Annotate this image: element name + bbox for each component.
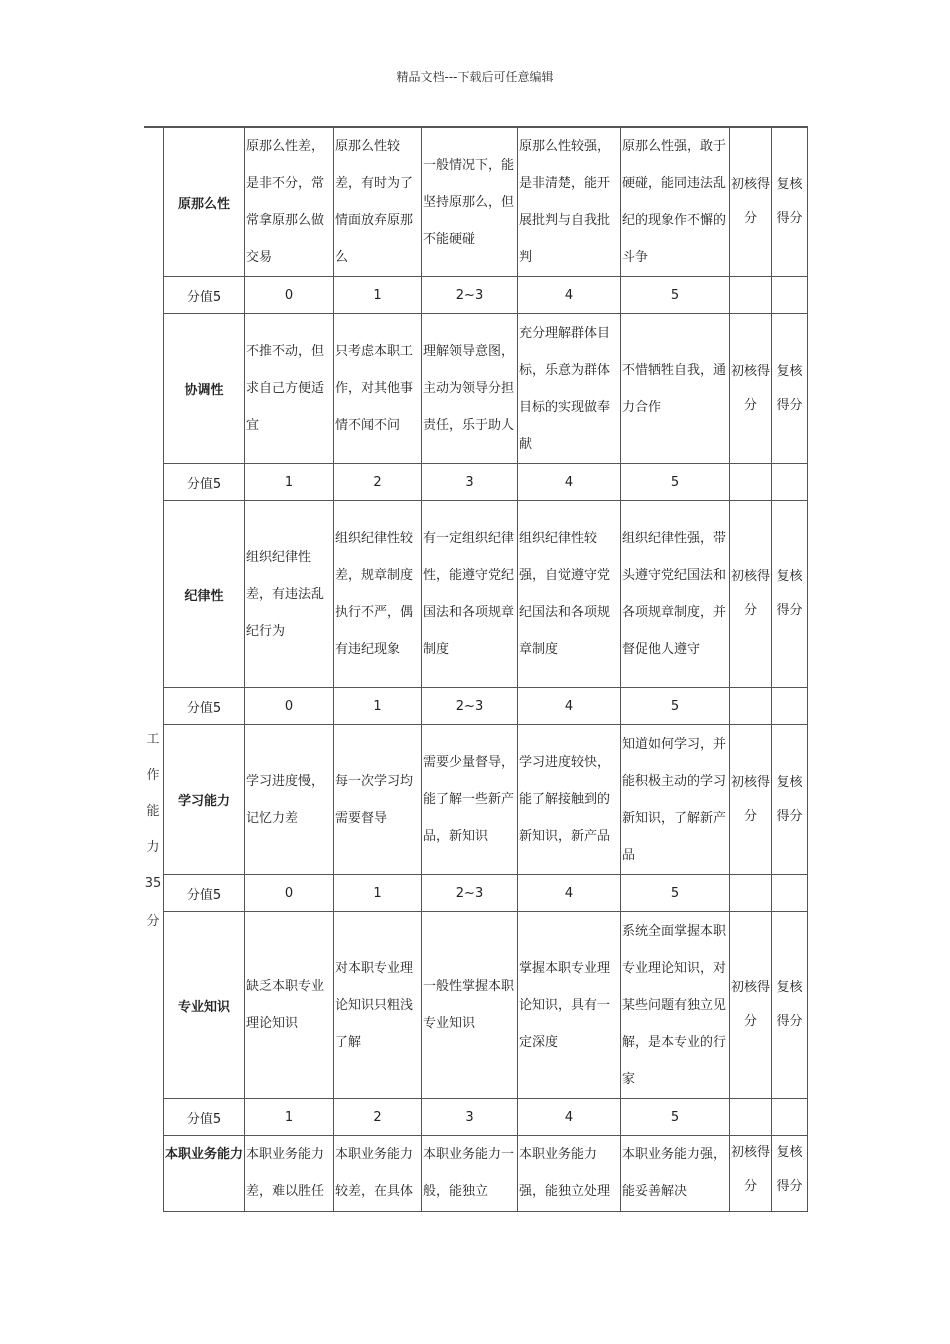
score-value: 4 [518,1099,621,1136]
re-review-input[interactable] [772,1099,808,1136]
criterion-row-learning [164,725,808,875]
criterion-label: 纪律性 [164,501,245,688]
criterion-label: 专业知识 [164,912,245,1099]
criterion-label: 原那么性 [164,128,245,277]
score-row-principle [164,277,808,314]
score-value: 1 [334,875,422,912]
score-label: 分值5 [164,464,245,501]
initial-review-input[interactable] [730,464,772,501]
score-value: 1 [245,464,334,501]
page-header: 精品文档---下载后可任意编辑 [396,70,554,84]
score-value: 1 [334,277,422,314]
level-3-description: 学习进度较快，能了解接触到的新知识，新产品 [518,725,621,875]
initial-review-score: 初核得分 [730,314,772,464]
score-value: 4 [518,277,621,314]
criterion-row-principle [164,128,808,277]
score-value: 0 [245,277,334,314]
level-0-description: 缺乏本职专业理论知识 [245,912,334,1099]
initial-review-input[interactable] [730,875,772,912]
criterion-row-job-competence [164,1136,808,1212]
score-label: 分值5 [164,875,245,912]
criterion-row-discipline [164,501,808,688]
score-value: 5 [621,1099,730,1136]
level-1-description: 组织纪律性较差，规章制度执行不严，偶有违纪现象 [334,501,422,688]
level-0-description: 本职业务能力差，难以胜任 [245,1136,334,1212]
re-review-input[interactable] [772,464,808,501]
evaluation-table [163,127,808,1212]
score-label: 分值5 [164,277,245,314]
score-value: 1 [334,688,422,725]
evaluation-sheet [144,126,808,1206]
level-0-description: 学习进度慢，记忆力差 [245,725,334,875]
score-label: 分值5 [164,688,245,725]
level-1-description: 只考虑本职工作，对其他事情不闻不问 [334,314,422,464]
level-3-description: 充分理解群体目标，乐意为群体目标的实现做奉献 [518,314,621,464]
level-0-description: 原那么性差，是非不分，常常拿原那么做交易 [245,128,334,277]
side-label-char-4: 力 [146,840,160,855]
score-value: 5 [621,688,730,725]
score-value: 4 [518,464,621,501]
side-label-char-6: 分 [146,914,160,929]
re-review-score: 复核得分 [772,912,808,1099]
initial-review-score: 初核得分 [730,725,772,875]
level-4-description: 知道如何学习，并能积极主动的学习新知识，了解新产品 [621,725,730,875]
level-4-description: 不惜牺牲自我，通力合作 [621,314,730,464]
level-0-description: 组织纪律性差，有违法乱纪行为 [245,501,334,688]
criterion-row-expertise [164,912,808,1099]
score-row-discipline [164,688,808,725]
side-label-char-1: 工 [146,732,160,747]
level-2-description: 理解领导意图，主动为领导分担责任，乐于助人 [422,314,518,464]
level-0-description: 不推不动，但求自己方便适宜 [245,314,334,464]
score-label: 分值5 [164,1099,245,1136]
score-value: 5 [621,277,730,314]
initial-review-input[interactable] [730,1099,772,1136]
re-review-input[interactable] [772,277,808,314]
initial-review-input[interactable] [730,688,772,725]
level-2-description: 需要少量督导，能了解一些新产品，新知识 [422,725,518,875]
initial-review-input[interactable] [730,277,772,314]
re-review-score: 复核得分 [772,128,808,277]
score-row-learning [164,875,808,912]
level-4-description: 本职业务能力强，能妥善解决 [621,1136,730,1212]
level-4-description: 组织纪律性强，带头遵守党纪国法和各项规章制度，并督促他人遵守 [621,501,730,688]
initial-review-score: 初核得分 [730,128,772,277]
re-review-score: 复核得分 [772,501,808,688]
criterion-label: 协调性 [164,314,245,464]
criterion-row-coordination [164,314,808,464]
score-value: 4 [518,688,621,725]
score-value: 2~3 [422,688,518,725]
score-value: 3 [422,1099,518,1136]
level-1-description: 每一次学习均需要督导 [334,725,422,875]
level-3-description: 掌握本职专业理论知识，具有一定深度 [518,912,621,1099]
level-2-description: 一般性掌握本职专业知识 [422,912,518,1099]
score-value: 1 [245,1099,334,1136]
re-review-score: 复核得分 [772,314,808,464]
level-3-description: 组织纪律性较强，自觉遵守党纪国法和各项规章制度 [518,501,621,688]
re-review-input[interactable] [772,688,808,725]
score-value: 2~3 [422,277,518,314]
level-1-description: 原那么性较差，有时为了情面放弃原那么 [334,128,422,277]
score-value: 5 [621,464,730,501]
initial-review-score: 初核得分 [730,501,772,688]
side-label-char-2: 作 [146,768,160,783]
level-1-description: 对本职专业理论知识只粗浅了解 [334,912,422,1099]
score-value: 2 [334,464,422,501]
level-2-description: 有一定组织纪律性，能遵守党纪国法和各项规章制度 [422,501,518,688]
side-label-char-3: 能 [146,804,160,819]
initial-review-score: 初核得分 [730,1136,772,1212]
level-2-description: 一般情况下，能坚持原那么，但不能硬碰 [422,128,518,277]
level-2-description: 本职业务能力一般，能独立 [422,1136,518,1212]
side-label-score: 35 [144,876,162,891]
score-value: 5 [621,875,730,912]
score-value: 2~3 [422,875,518,912]
level-3-description: 原那么性较强，是非清楚，能开展批判与自我批判 [518,128,621,277]
score-row-coordination [164,464,808,501]
criterion-label: 本职业务能力 [164,1136,245,1212]
score-row-expertise [164,1099,808,1136]
re-review-input[interactable] [772,875,808,912]
level-1-description: 本职业务能力较差，在具体 [334,1136,422,1212]
re-review-score: 复核得分 [772,725,808,875]
criterion-label: 学习能力 [164,725,245,875]
level-4-description: 原那么性强，敢于硬碰，能同违法乱纪的现象作不懈的斗争 [621,128,730,277]
score-value: 0 [245,875,334,912]
score-value: 0 [245,688,334,725]
level-4-description: 系统全面掌握本职专业理论知识，对某些问题有独立见解，是本专业的行家 [621,912,730,1099]
re-review-score: 复核得分 [772,1136,808,1212]
initial-review-score: 初核得分 [730,912,772,1099]
level-3-description: 本职业务能力强，能独立处理 [518,1136,621,1212]
score-value: 3 [422,464,518,501]
score-value: 4 [518,875,621,912]
score-value: 2 [334,1099,422,1136]
